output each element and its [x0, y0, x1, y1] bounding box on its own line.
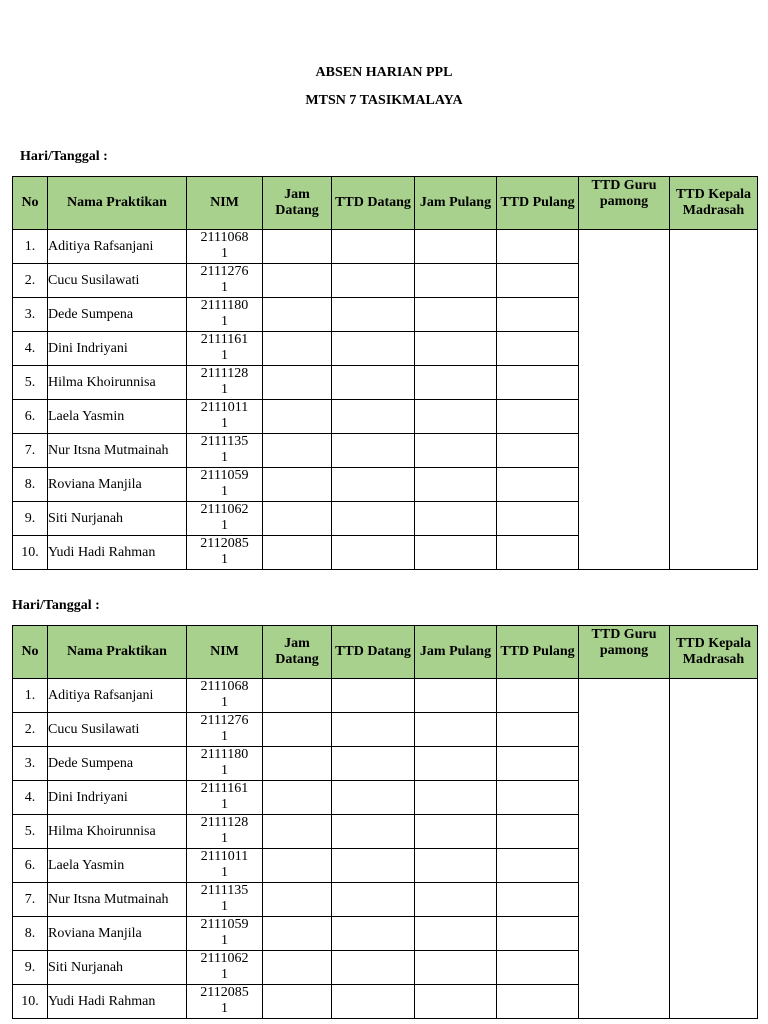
jam-datang-cell	[263, 747, 332, 781]
student-name: Dede Sumpena	[48, 747, 187, 781]
ttd-datang-cell	[332, 536, 415, 570]
row-number: 9.	[13, 951, 48, 985]
ttd-pulang-cell	[497, 264, 579, 298]
attendance-table	[12, 176, 758, 570]
row-number: 8.	[13, 468, 48, 502]
ttd-pulang-cell	[497, 781, 579, 815]
row-number: 1.	[13, 679, 48, 713]
ttd-pulang-cell	[497, 849, 579, 883]
table-row	[13, 230, 758, 264]
row-number: 9.	[13, 502, 48, 536]
ttd-pulang-cell	[497, 747, 579, 781]
nim-digits: 2111059	[200, 468, 249, 483]
nim-digits: 2111180	[200, 747, 249, 762]
ttd-datang-cell	[332, 883, 415, 917]
attendance-table	[12, 625, 758, 1019]
student-nim	[187, 536, 263, 570]
header-ttd-guru-pamong: TTD Guru pamong	[579, 626, 670, 679]
nim-last-digit: 1	[221, 348, 228, 363]
jam-pulang-cell	[415, 679, 497, 713]
ttd-datang-cell	[332, 985, 415, 1019]
student-nim	[187, 951, 263, 985]
student-nim	[187, 781, 263, 815]
student-name: Cucu Susilawati	[48, 713, 187, 747]
ttd-pulang-cell	[497, 298, 579, 332]
row-number: 7.	[13, 883, 48, 917]
nim-last-digit: 1	[221, 518, 228, 533]
jam-datang-cell	[263, 815, 332, 849]
jam-datang-cell	[263, 951, 332, 985]
jam-pulang-cell	[415, 815, 497, 849]
ttd-datang-cell	[332, 400, 415, 434]
nim-digits: 2111128	[200, 366, 249, 381]
student-nim	[187, 713, 263, 747]
row-number: 5.	[13, 366, 48, 400]
nim-last-digit: 1	[221, 729, 228, 744]
header-jam-datang: Jam Datang	[263, 626, 332, 679]
jam-pulang-cell	[415, 951, 497, 985]
ttd-pulang-cell	[497, 536, 579, 570]
student-name: Aditiya Rafsanjani	[48, 230, 187, 264]
jam-pulang-cell	[415, 747, 497, 781]
student-nim	[187, 917, 263, 951]
document-title: ABSEN HARIAN PPL	[315, 65, 453, 80]
ttd-datang-cell	[332, 781, 415, 815]
student-name: Siti Nurjanah	[48, 951, 187, 985]
ttd-guru-pamong-cell	[579, 679, 670, 1019]
day-date-label: Hari/Tanggal :	[12, 598, 100, 613]
row-number: 2.	[13, 264, 48, 298]
jam-datang-cell	[263, 781, 332, 815]
ttd-datang-cell	[332, 468, 415, 502]
jam-datang-cell	[263, 679, 332, 713]
nim-digits: 2111068	[200, 679, 249, 694]
student-nim	[187, 747, 263, 781]
ttd-pulang-cell	[497, 230, 579, 264]
jam-pulang-cell	[415, 849, 497, 883]
jam-pulang-cell	[415, 536, 497, 570]
student-name: Hilma Khoirunnisa	[48, 815, 187, 849]
nim-digits: 2111161	[200, 332, 249, 347]
ttd-datang-cell	[332, 849, 415, 883]
row-number: 3.	[13, 747, 48, 781]
ttd-pulang-cell	[497, 502, 579, 536]
nim-last-digit: 1	[221, 933, 228, 948]
student-name: Dini Indriyani	[48, 332, 187, 366]
nim-digits: 2111276	[200, 264, 249, 279]
student-name: Dede Sumpena	[48, 298, 187, 332]
ttd-pulang-cell	[497, 400, 579, 434]
jam-pulang-cell	[415, 713, 497, 747]
student-nim	[187, 400, 263, 434]
ttd-datang-cell	[332, 264, 415, 298]
row-number: 4.	[13, 781, 48, 815]
jam-datang-cell	[263, 883, 332, 917]
ttd-datang-cell	[332, 713, 415, 747]
jam-datang-cell	[263, 468, 332, 502]
row-number: 10.	[13, 985, 48, 1019]
jam-datang-cell	[263, 713, 332, 747]
nim-last-digit: 1	[221, 552, 228, 567]
jam-datang-cell	[263, 849, 332, 883]
header-name: Nama Praktikan	[48, 626, 187, 679]
ttd-datang-cell	[332, 679, 415, 713]
row-number: 7.	[13, 434, 48, 468]
jam-pulang-cell	[415, 366, 497, 400]
header-no: No	[13, 177, 48, 230]
ttd-datang-cell	[332, 332, 415, 366]
student-nim	[187, 849, 263, 883]
jam-pulang-cell	[415, 298, 497, 332]
row-number: 5.	[13, 815, 48, 849]
student-nim	[187, 883, 263, 917]
row-number: 10.	[13, 536, 48, 570]
header-jam-datang: Jam Datang	[263, 177, 332, 230]
row-number: 2.	[13, 713, 48, 747]
row-number: 1.	[13, 230, 48, 264]
jam-pulang-cell	[415, 230, 497, 264]
header-jam-pulang: Jam Pulang	[415, 626, 497, 679]
student-name: Yudi Hadi Rahman	[48, 536, 187, 570]
nim-last-digit: 1	[221, 899, 228, 914]
header-no: No	[13, 626, 48, 679]
ttd-pulang-cell	[497, 468, 579, 502]
student-name: Roviana Manjila	[48, 468, 187, 502]
header-nim: NIM	[187, 177, 263, 230]
ttd-pulang-cell	[497, 883, 579, 917]
nim-digits: 2111062	[200, 502, 249, 517]
ttd-kepala-madrasah-cell	[670, 230, 758, 570]
jam-pulang-cell	[415, 332, 497, 366]
nim-digits: 2111011	[200, 849, 249, 864]
student-nim	[187, 468, 263, 502]
jam-pulang-cell	[415, 468, 497, 502]
jam-pulang-cell	[415, 781, 497, 815]
jam-pulang-cell	[415, 883, 497, 917]
nim-last-digit: 1	[221, 1001, 228, 1016]
jam-datang-cell	[263, 985, 332, 1019]
row-number: 3.	[13, 298, 48, 332]
jam-datang-cell	[263, 536, 332, 570]
header-ttd-datang: TTD Datang	[332, 177, 415, 230]
nim-last-digit: 1	[221, 967, 228, 982]
nim-digits: 2112085	[200, 536, 249, 551]
nim-digits: 2111011	[200, 400, 249, 415]
student-name: Dini Indriyani	[48, 781, 187, 815]
student-name: Hilma Khoirunnisa	[48, 366, 187, 400]
nim-digits: 2111135	[200, 883, 249, 898]
header-name: Nama Praktikan	[48, 177, 187, 230]
ttd-kepala-madrasah-cell	[670, 679, 758, 1019]
row-number: 8.	[13, 917, 48, 951]
student-nim	[187, 815, 263, 849]
day-date-label: Hari/Tanggal :	[20, 149, 108, 164]
nim-last-digit: 1	[221, 416, 228, 431]
table-header-row	[13, 626, 758, 679]
jam-pulang-cell	[415, 917, 497, 951]
jam-datang-cell	[263, 400, 332, 434]
header-ttd-pulang: TTD Pulang	[497, 626, 579, 679]
nim-last-digit: 1	[221, 695, 228, 710]
jam-datang-cell	[263, 502, 332, 536]
nim-last-digit: 1	[221, 831, 228, 846]
ttd-datang-cell	[332, 298, 415, 332]
student-nim	[187, 366, 263, 400]
row-number: 6.	[13, 400, 48, 434]
header-nim: NIM	[187, 626, 263, 679]
jam-pulang-cell	[415, 502, 497, 536]
ttd-guru-pamong-cell	[579, 230, 670, 570]
ttd-datang-cell	[332, 502, 415, 536]
nim-digits: 2111180	[200, 298, 249, 313]
header-ttd-kepala-madrasah: TTD Kepala Madrasah	[670, 177, 758, 230]
student-name: Siti Nurjanah	[48, 502, 187, 536]
nim-last-digit: 1	[221, 280, 228, 295]
ttd-datang-cell	[332, 917, 415, 951]
ttd-datang-cell	[332, 366, 415, 400]
nim-last-digit: 1	[221, 382, 228, 397]
student-name: Laela Yasmin	[48, 849, 187, 883]
student-name: Roviana Manjila	[48, 917, 187, 951]
nim-digits: 2111062	[200, 951, 249, 966]
jam-pulang-cell	[415, 400, 497, 434]
jam-pulang-cell	[415, 264, 497, 298]
jam-datang-cell	[263, 332, 332, 366]
ttd-pulang-cell	[497, 713, 579, 747]
student-nim	[187, 679, 263, 713]
header-ttd-datang: TTD Datang	[332, 626, 415, 679]
jam-datang-cell	[263, 917, 332, 951]
nim-digits: 2111059	[200, 917, 249, 932]
student-name: Nur Itsna Mutmainah	[48, 434, 187, 468]
student-nim	[187, 298, 263, 332]
ttd-datang-cell	[332, 747, 415, 781]
nim-digits: 2111128	[200, 815, 249, 830]
jam-datang-cell	[263, 264, 332, 298]
nim-last-digit: 1	[221, 246, 228, 261]
ttd-datang-cell	[332, 815, 415, 849]
ttd-datang-cell	[332, 951, 415, 985]
header-ttd-pulang: TTD Pulang	[497, 177, 579, 230]
nim-last-digit: 1	[221, 450, 228, 465]
ttd-pulang-cell	[497, 917, 579, 951]
nim-last-digit: 1	[221, 865, 228, 880]
header-ttd-guru-pamong: TTD Guru pamong	[579, 177, 670, 230]
row-number: 6.	[13, 849, 48, 883]
jam-pulang-cell	[415, 434, 497, 468]
student-name: Yudi Hadi Rahman	[48, 985, 187, 1019]
nim-digits: 2111135	[200, 434, 249, 449]
nim-digits: 2111276	[200, 713, 249, 728]
student-name: Cucu Susilawati	[48, 264, 187, 298]
ttd-pulang-cell	[497, 985, 579, 1019]
nim-digits: 2111068	[200, 230, 249, 245]
nim-last-digit: 1	[221, 763, 228, 778]
ttd-pulang-cell	[497, 366, 579, 400]
jam-pulang-cell	[415, 985, 497, 1019]
student-name: Aditiya Rafsanjani	[48, 679, 187, 713]
student-name: Nur Itsna Mutmainah	[48, 883, 187, 917]
table-row	[13, 679, 758, 713]
student-nim	[187, 230, 263, 264]
nim-last-digit: 1	[221, 484, 228, 499]
ttd-datang-cell	[332, 434, 415, 468]
student-nim	[187, 502, 263, 536]
nim-digits: 2112085	[200, 985, 249, 1000]
student-nim	[187, 332, 263, 366]
table-header-row	[13, 177, 758, 230]
student-nim	[187, 264, 263, 298]
header-ttd-kepala-madrasah: TTD Kepala Madrasah	[670, 626, 758, 679]
student-nim	[187, 434, 263, 468]
nim-digits: 2111161	[200, 781, 249, 796]
school-name: MTSN 7 TASIKMALAYA	[305, 93, 463, 108]
ttd-pulang-cell	[497, 815, 579, 849]
jam-datang-cell	[263, 434, 332, 468]
nim-last-digit: 1	[221, 797, 228, 812]
header-jam-pulang: Jam Pulang	[415, 177, 497, 230]
ttd-pulang-cell	[497, 679, 579, 713]
ttd-pulang-cell	[497, 434, 579, 468]
student-nim	[187, 985, 263, 1019]
row-number: 4.	[13, 332, 48, 366]
jam-datang-cell	[263, 298, 332, 332]
student-name: Laela Yasmin	[48, 400, 187, 434]
nim-last-digit: 1	[221, 314, 228, 329]
jam-datang-cell	[263, 366, 332, 400]
ttd-pulang-cell	[497, 332, 579, 366]
ttd-datang-cell	[332, 230, 415, 264]
jam-datang-cell	[263, 230, 332, 264]
ttd-pulang-cell	[497, 951, 579, 985]
